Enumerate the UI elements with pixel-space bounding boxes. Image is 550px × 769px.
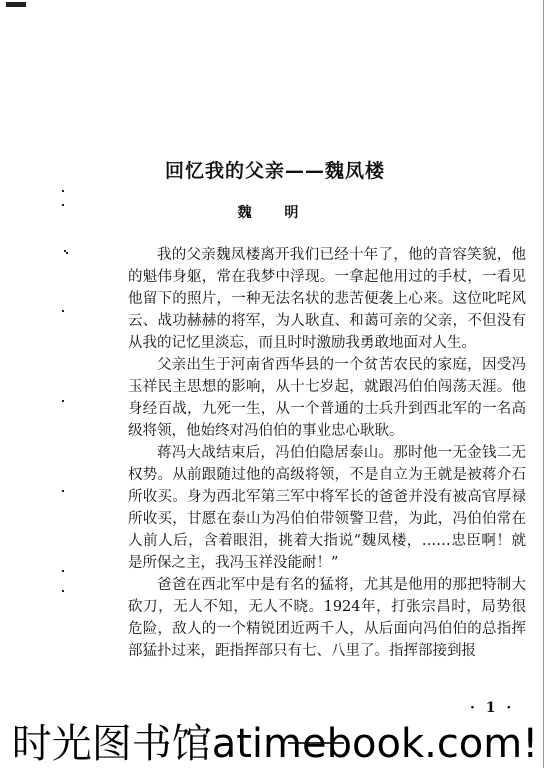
paragraph: 父亲出生于河南省西华县的一个贫苦农民的家庭，因受冯玉祥民主思想的影响，从十七岁起，就跟冯伯伯闯荡天涯。他身经百战，九死一生，从一个普通的士兵升到西北军的一名高级将领，他始终对冯伯伯的事业忠心耿耿。: [128, 357, 526, 439]
watermark-text: 时光图书馆atimebook.com!: [11, 721, 539, 767]
scan-edge-line: [543, 0, 544, 768]
paragraph: 我的父亲魏凤楼离开我们已经十年了，他的音容笑貌，他的魁伟身躯，常在我梦中浮现。一拿起他用过的手杖，一看见他留下的照片，一种无法名状的悲苦便袭上心来。这位叱咤风云、战功赫赫的将军，为人耿直、和蔼可亲的父亲，不但没有从我的记忆里淡忘，而且时时激励我勇敢地面对人生。: [128, 247, 526, 351]
paragraph: 蒋冯大战结束后，冯伯伯隐居泰山。那时他一无金钱二无权势。从前跟随过他的高级将领，不是自立为王就是被蒋介石所收买。身为西北军第三军中将军长的爸爸并没有被高官厚禄所收买，甘愿在泰山为冯伯伯带领警卫营，为此，冯伯伯常在人前人后，含着眼泪，挑着大指说“魏凤楼，……忠臣啊！就是所保之主，我冯玉祥没能耐！”: [128, 445, 526, 571]
page-number: · 1 ·: [470, 700, 515, 716]
article-title: 回忆我的父亲——魏凤楼: [164, 160, 385, 182]
paragraph: 爸爸在西北军中是有名的猛将，尤其是他用的那把特制大砍刀，无人不知，无人不晓。1924年，打张宗昌时，局势很危险，敌人的一个精锐团近两千人，从后面向冯伯伯的总指挥部猛扑过来，距指挥部只有七、八里了。指挥部接到报: [128, 577, 526, 659]
article-body: [128, 244, 526, 662]
scan-corner-mark: [6, 2, 26, 7]
binding-margin-marks: [62, 190, 68, 610]
article-author: 魏 明: [237, 205, 313, 221]
